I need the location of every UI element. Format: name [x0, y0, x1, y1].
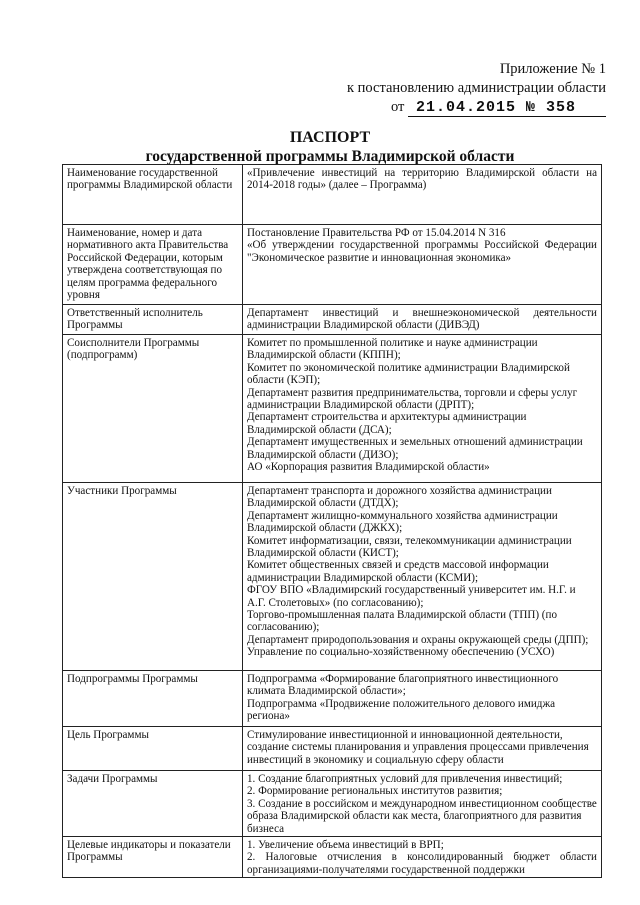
table-row-program-name: [63, 165, 602, 225]
appendix-date-line: [286, 98, 606, 117]
row-label: Ответственный исполнитель Программы: [63, 305, 243, 335]
value-line: «Привлечение инвестиций на территорию Владимирской области на 2014-2018 годы» (далее – Программа): [247, 167, 597, 192]
row-value: [243, 335, 602, 483]
passport-title: [60, 128, 600, 166]
row-label: Целевые индикаторы и показатели Программы: [63, 837, 243, 878]
row-label: Задачи Программы: [63, 771, 243, 837]
row-value: [243, 165, 602, 225]
value-line: 2. Формирование региональных институтов развития;: [247, 785, 503, 798]
row-label: Подпрограммы Программы: [63, 671, 243, 727]
value-line: Департамент развития предпринимательства, торговли и сферы услуг администрации Владимирской области (ДРПТ);: [247, 386, 578, 412]
value-line: Департамент строительства и архитектуры администрации Владимирской области (ДСА);: [247, 411, 527, 436]
appendix-resolution-ref: к постановлению администрации области: [346, 80, 606, 96]
value-line: Торгово-промышленная палата Владимирской области (ТПП) (по согласованию);: [247, 609, 557, 634]
value-line: 1. Создание благоприятных условий для привлечения инвестиций;: [247, 773, 563, 785]
row-label: Цель Программы: [63, 727, 243, 771]
value-line: Департамент имущественных и земельных отношений администрации Владимирской области (ДИЗО);: [247, 436, 583, 461]
row-value: [243, 305, 602, 335]
row-label: Наименование, номер и дата нормативного акта Правительства Российской Федерации, которым утверждена соответствующая по целям программа федерального уровня: [63, 225, 243, 305]
row-value: [243, 671, 602, 727]
value-line: Комитет информатизации, связи, телекоммуникации администрации Владимирской области (КИСТ);: [247, 534, 572, 560]
row-value: [243, 727, 602, 771]
value-line: Подпрограмма «Формирование благоприятного инвестиционного климата Владимирской области»;: [247, 673, 559, 698]
value-line: 1. Увеличение объема инвестиций в ВРП;: [247, 839, 444, 852]
value-line: 3. Создание в российском и международном инвестиционном сообществе образа Владимирской области как места, благоприятного для развития бизнеса: [247, 797, 597, 835]
table-row-tasks: [63, 771, 602, 837]
table-row-indicators: [63, 837, 602, 878]
value-line: Комитет по промышленной политике и науке администрации Владимирской области (КППН);: [247, 337, 538, 362]
value-line: АО «Корпорация развития Владимирской области»: [247, 461, 490, 474]
row-label: Соисполнители Программы (подпрограмм): [63, 335, 243, 483]
row-label: Наименование государственной программы Владимирской области: [63, 165, 243, 225]
appendix-number: Приложение № 1: [499, 61, 606, 77]
table-row-responsible: [63, 305, 602, 335]
table-row-subprograms: [63, 671, 602, 727]
passport-title-main: ПАСПОРТ: [289, 129, 371, 146]
table-row-goal: [63, 727, 602, 771]
appendix-block: [286, 60, 606, 117]
row-label: Участники Программы: [63, 483, 243, 671]
value-line: Управление по социально-хозяйственному обеспечению (УСХО): [247, 646, 555, 659]
row-value: [243, 837, 602, 878]
value-line: Комитет общественных связей и средств массовой информации администрации Владимирской области (КСМИ);: [247, 559, 549, 584]
value-line: Стимулирование инвестиционной и инновационной деятельности, создание системы планирования и управления процессами привлечения инвестиций в экономику и социальную сферу области: [247, 729, 589, 766]
table-row-coexecutors: [63, 335, 602, 483]
value-line: Подпрограмма «Продвижение положительного делового имиджа региона»: [247, 697, 556, 723]
value-line: Постановление Правительства РФ от 15.04.2014 N 316: [247, 227, 506, 239]
row-value: [243, 771, 602, 837]
value-line: Департамент жилищно-коммунального хозяйства администрации Владимирской области (ДЖКХ);: [247, 509, 558, 535]
value-line: «Об утверждении государственной программы Российской Федерации "Экономическое развитие и инновационная экономика»: [247, 239, 597, 264]
appendix-date-prefix: от: [390, 99, 405, 115]
appendix-date-number: 21.04.2015 № 358: [408, 99, 606, 117]
row-value: [243, 483, 602, 671]
value-line: 2. Налоговые отчисления в консолидированный бюджет области организациями-получателями государственной поддержки: [247, 851, 597, 876]
row-value: [243, 225, 602, 305]
table-row-federal-act: [63, 225, 602, 305]
value-line: Комитет по экономической политике администрации Владимирской области (КЭП);: [247, 361, 570, 387]
passport-title-sub: государственной программы Владимирской области: [145, 148, 515, 165]
passport-table: [62, 164, 602, 878]
value-line: Департамент природопользования и охраны окружающей среды (ДПП);: [247, 633, 589, 646]
value-line: ФГОУ ВПО «Владимирский государственный университет им. Н.Г. и А.Г. Столетовых» (по согласованию);: [247, 584, 576, 609]
value-line: Департамент инвестиций и внешнеэкономической деятельности администрации Владимирской области (ДИВЭД): [247, 307, 597, 332]
value-line: Департамент транспорта и дорожного хозяйства администрации Владимирской области (ДТДХ);: [247, 485, 552, 510]
table-row-participants: [63, 483, 602, 671]
